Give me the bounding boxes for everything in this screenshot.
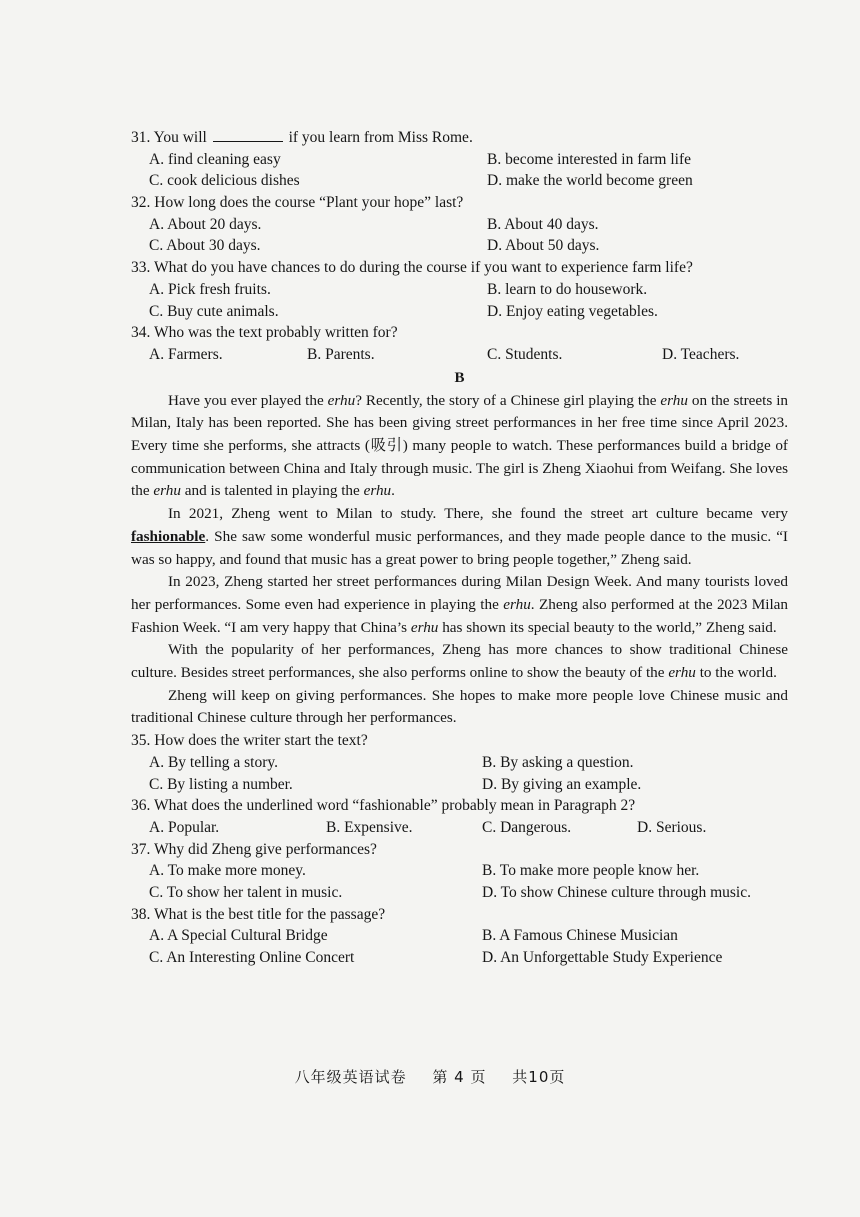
section-heading-b: B	[454, 369, 465, 386]
option-c: C. An Interesting Online Concert	[149, 949, 355, 967]
option-a: A. find cleaning easy	[149, 150, 281, 168]
option-d: D. To show Chinese culture through music.	[482, 884, 751, 902]
option-c: C. To show her talent in music.	[149, 884, 343, 902]
option-d: D. About 50 days.	[487, 237, 600, 255]
option-a: A. Popular.	[149, 818, 220, 836]
option-d: D. An Unforgettable Study Experience	[482, 949, 723, 967]
question-stem: 33. What do you have chances to do during the course if you want to experience farm life?	[131, 259, 693, 277]
option-d: D. make the world become green	[487, 172, 693, 190]
passage-paragraph-3: In 2023, Zheng started her street performances during Milan Design Week. And many tourists loved her performances. Some even had experience in playing the erhu. Zheng also performed at the 2023 Milan Fashion Week. “I am very happy that China’s erhu has shown its special beauty to the world,” Zheng said.	[131, 573, 788, 636]
option-a: A. A Special Cultural Bridge	[149, 927, 328, 945]
options-row	[131, 214, 788, 236]
options-row	[131, 344, 788, 366]
question-33	[131, 257, 788, 322]
option-a: A. Pick fresh fruits.	[149, 280, 271, 298]
options-row	[131, 882, 788, 904]
total-pages: 共10页	[512, 1068, 566, 1086]
italic-term: erhu	[410, 618, 439, 636]
italic-term: erhu	[668, 664, 696, 682]
question-36	[131, 795, 788, 838]
question-stem: 32. How long does the course “Plant your hope” last?	[131, 194, 464, 212]
passage-paragraph-4: With the popularity of her performances, Zheng has more chances to show traditional Chinese culture. Besides street performances, she also performs online to show the beauty of the erhu to the world.	[131, 641, 788, 682]
option-b: B. Parents.	[307, 345, 375, 363]
options-row	[131, 774, 788, 796]
underlined-word: fashionable	[131, 527, 206, 545]
options-row	[131, 301, 788, 323]
option-d: D. Enjoy eating vegetables.	[487, 302, 658, 320]
italic-term: erhu	[363, 482, 392, 500]
options-row	[131, 752, 788, 774]
options-row	[131, 279, 788, 301]
option-a: A. By telling a story.	[149, 753, 279, 771]
question-stem: 38. What is the best title for the passage?	[131, 905, 386, 923]
question-stem: 35. How does the writer start the text?	[131, 732, 368, 750]
answer-blank	[213, 127, 283, 142]
exam-name: 八年级英语试卷	[294, 1068, 407, 1086]
option-c: C. Buy cute animals.	[149, 302, 279, 320]
reading-passage	[131, 390, 788, 731]
option-c: C. About 30 days.	[149, 237, 261, 255]
option-a: A. About 20 days.	[149, 215, 262, 233]
option-b: B. become interested in farm life	[487, 150, 692, 168]
question-stem: 34. Who was the text probably written for?	[131, 324, 398, 342]
page-footer	[0, 1066, 860, 1087]
question-stem: 37. Why did Zheng give performances?	[131, 840, 377, 858]
option-b: B. learn to do housework.	[487, 280, 648, 298]
question-35	[131, 730, 788, 795]
italic-term: erhu	[153, 482, 181, 500]
options-row	[131, 817, 788, 839]
option-c: C. Students.	[487, 345, 563, 363]
option-c: C. Dangerous.	[482, 818, 572, 836]
passage-paragraph-1: Have you ever played the erhu? Recently, the story of a Chinese girl playing the erhu on the streets in Milan, Italy has been reported. She has been giving street performances in her free time since April 2023. Every time she performs, she attracts (吸引) many people to watch. These performances build a bridge of communication between China and Italy through music. The girl is Zheng Xiaohui from Weifang. She loves the erhu and is talented in playing the erhu.	[131, 391, 789, 500]
options-row	[131, 925, 788, 947]
italic-term: erhu	[660, 391, 688, 409]
question-group-b	[131, 730, 788, 969]
options-row	[131, 235, 788, 257]
options-row	[131, 170, 788, 192]
option-a: A. Farmers.	[149, 345, 223, 363]
exam-content	[131, 127, 788, 969]
question-38	[131, 904, 788, 969]
question-stem: 36. What does the underlined word “fashionable” probably mean in Paragraph 2?	[131, 797, 636, 815]
option-b: B. By asking a question.	[482, 753, 634, 771]
question-32	[131, 192, 788, 257]
option-b: B. To make more people know her.	[482, 862, 700, 880]
option-c: C. By listing a number.	[149, 775, 293, 793]
question-31	[131, 127, 788, 192]
option-b: B. A Famous Chinese Musician	[482, 927, 678, 945]
italic-term: erhu	[503, 595, 531, 613]
question-stem: 31. You will if you learn from Miss Rome.	[131, 129, 473, 146]
italic-term: erhu	[327, 391, 356, 409]
options-row	[131, 947, 788, 969]
options-row	[131, 860, 788, 882]
option-b: B. Expensive.	[326, 818, 413, 836]
question-34	[131, 322, 788, 365]
question-group-a	[131, 127, 788, 366]
option-c: C. cook delicious dishes	[149, 172, 300, 190]
page-number: 第 4 页	[432, 1068, 487, 1086]
option-a: A. To make more money.	[149, 862, 306, 880]
option-d: D. Serious.	[637, 818, 707, 836]
option-b: B. About 40 days.	[487, 215, 599, 233]
passage-paragraph-2: In 2021, Zheng went to Milan to study. There, she found the street art culture became very fashionable. She saw some wonderful music performances, and they made people dance to the music. “I was so happy, and found that music has a great power to bring people together,” Zheng said.	[131, 505, 788, 568]
question-37	[131, 839, 788, 904]
options-row	[131, 149, 788, 171]
option-d: D. Teachers.	[662, 345, 740, 363]
option-d: D. By giving an example.	[482, 775, 642, 793]
passage-paragraph-5: Zheng will keep on giving performances. She hopes to make more people love Chinese music and traditional Chinese culture through her performances.	[131, 686, 788, 727]
